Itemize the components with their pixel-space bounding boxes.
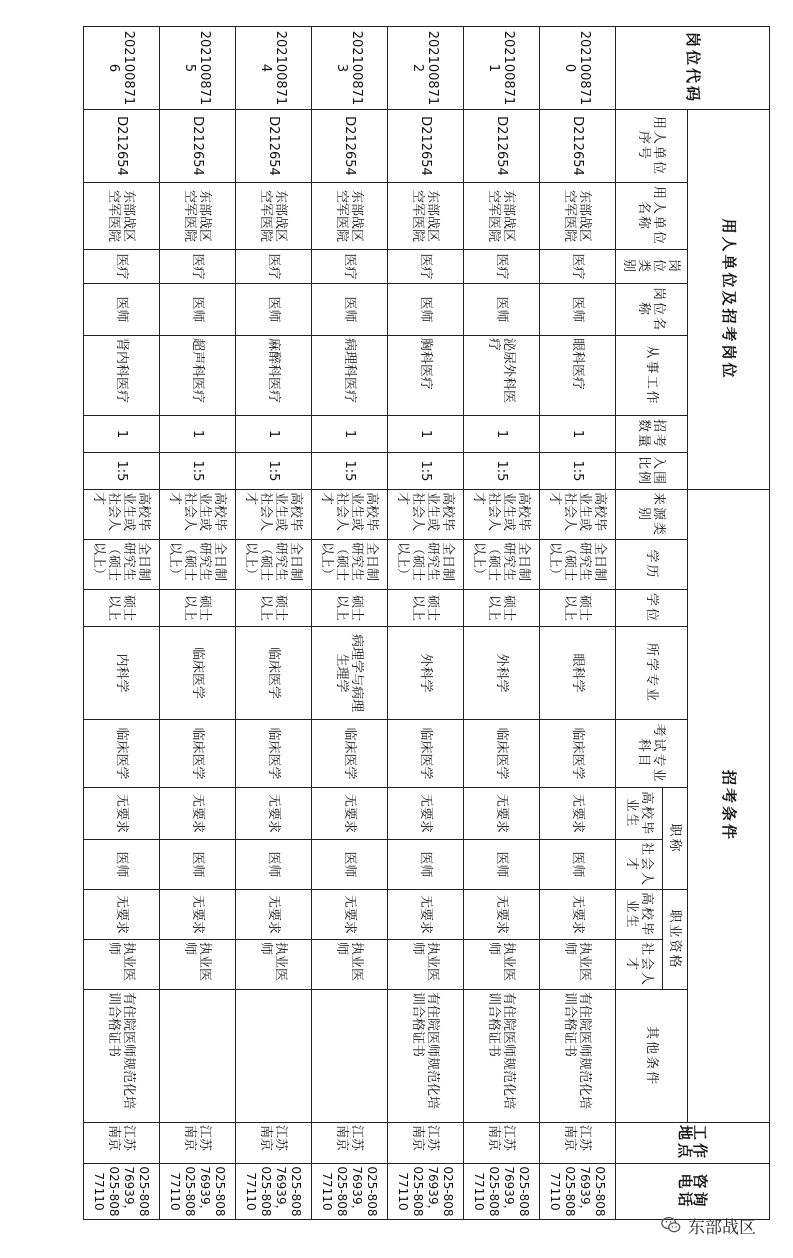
cell-degree: 硕士以上 — [540, 590, 616, 627]
table-body — [84, 27, 770, 1220]
cell-post-type: 医疗 — [236, 250, 312, 284]
cell-major: 内科学 — [84, 627, 160, 720]
cell-exam-major: 临床医学 — [312, 720, 388, 788]
cell-exam-major: 临床医学 — [388, 720, 464, 788]
cell-post-name: 医师 — [388, 284, 464, 336]
cell-exam-major: 临床医学 — [464, 720, 540, 788]
cell-qual-grad: 无要求 — [236, 890, 312, 940]
cell-qual-social: 执业医师 — [84, 940, 160, 990]
cell-work: 泌尿外科医疗 — [464, 336, 540, 416]
cell-degree: 硕士以上 — [236, 590, 312, 627]
cell-unit-no: D212654 — [84, 110, 160, 183]
cell-phone: 025-80876939，025-80877110 — [160, 1164, 236, 1220]
cell-post-name: 医师 — [160, 284, 236, 336]
cell-title-social: 医师 — [312, 840, 388, 890]
cell-qual-social: 执业医师 — [388, 940, 464, 990]
cell-qual-social: 执业医师 — [312, 940, 388, 990]
cell-other — [312, 990, 388, 1123]
cell-ratio: 1:5 — [540, 453, 616, 490]
cell-location: 江苏南京 — [464, 1123, 540, 1164]
cell-other — [160, 990, 236, 1123]
cell-post-type: 医疗 — [160, 250, 236, 284]
cell-unit-no: D212654 — [312, 110, 388, 183]
wechat-icon — [660, 1214, 682, 1236]
cell-title-social: 医师 — [388, 840, 464, 890]
cell-major: 眼科学 — [540, 627, 616, 720]
cell-post-code: 2021008710 — [540, 27, 616, 110]
cell-post-type: 医疗 — [540, 250, 616, 284]
cell-location: 江苏南京 — [540, 1123, 616, 1164]
cell-education: 全日制研究生（硕士以上） — [84, 540, 160, 590]
cell-exam-major: 临床医学 — [540, 720, 616, 788]
cell-ratio: 1:5 — [464, 453, 540, 490]
table-row — [464, 27, 540, 1220]
cell-post-name: 医师 — [236, 284, 312, 336]
cell-unit-name: 东部战区空军医院 — [160, 183, 236, 250]
cell-location: 江苏南京 — [236, 1123, 312, 1164]
cell-unit-no: D212654 — [236, 110, 312, 183]
cell-post-code: 2021008715 — [160, 27, 236, 110]
cell-work: 病理科医疗 — [312, 336, 388, 416]
cell-title-social: 医师 — [160, 840, 236, 890]
watermark-text: 东部战区 — [688, 1217, 756, 1238]
header-exam-major: 考试专业科目 — [616, 720, 688, 788]
cell-post-type: 医疗 — [464, 250, 540, 284]
header-education: 学历 — [616, 540, 688, 590]
cell-work: 眼科医疗 — [540, 336, 616, 416]
header-degree: 学位 — [616, 590, 688, 627]
cell-unit-no: D212654 — [388, 110, 464, 183]
header-title-grad: 高校毕业生 — [616, 788, 663, 840]
cell-education: 全日制研究生（硕士以上） — [160, 540, 236, 590]
cell-ratio: 1:5 — [312, 453, 388, 490]
cell-unit-name: 东部战区空军医院 — [84, 183, 160, 250]
table-row — [236, 27, 312, 1220]
cell-ratio: 1:5 — [84, 453, 160, 490]
cell-unit-no: D212654 — [160, 110, 236, 183]
cell-qual-grad: 无要求 — [464, 890, 540, 940]
cell-major: 外科学 — [388, 627, 464, 720]
header-major: 所学专业 — [616, 627, 688, 720]
cell-title-grad: 无要求 — [388, 788, 464, 840]
cell-major: 临床医学 — [236, 627, 312, 720]
cell-exam-major: 临床医学 — [160, 720, 236, 788]
cell-title-social: 医师 — [84, 840, 160, 890]
cell-title-social: 医师 — [464, 840, 540, 890]
cell-quota: 1 — [312, 416, 388, 453]
cell-post-name: 医师 — [540, 284, 616, 336]
cell-source: 高校毕业生或社会人才 — [312, 490, 388, 540]
cell-location: 江苏南京 — [84, 1123, 160, 1164]
cell-phone: 025-80876939，025-80877110 — [388, 1164, 464, 1220]
header-post-name: 岗位名称 — [616, 284, 688, 336]
header-source: 来源类别 — [616, 490, 688, 540]
header-row-2 — [663, 27, 688, 1220]
table-row — [388, 27, 464, 1220]
cell-quota: 1 — [388, 416, 464, 453]
cell-qual-grad: 无要求 — [388, 890, 464, 940]
cell-title-social: 医师 — [236, 840, 312, 890]
cell-unit-no: D212654 — [540, 110, 616, 183]
cell-phone: 025-80876939，025-80877110 — [312, 1164, 388, 1220]
header-qual-social: 社会人才 — [616, 940, 663, 990]
cell-phone: 025-80876939，025-80877110 — [236, 1164, 312, 1220]
cell-education: 全日制研究生（硕士以上） — [236, 540, 312, 590]
cell-degree: 硕士以上 — [312, 590, 388, 627]
cell-other: 有住院医师规范化培训合格证书 — [464, 990, 540, 1123]
header-group-title: 职称 — [663, 788, 688, 890]
cell-post-code: 2021008714 — [236, 27, 312, 110]
cell-work: 肾内科医疗 — [84, 336, 160, 416]
cell-post-code: 2021008716 — [84, 27, 160, 110]
cell-unit-no: D212654 — [464, 110, 540, 183]
cell-other: 有住院医师规范化培训合格证书 — [84, 990, 160, 1123]
cell-qual-grad: 无要求 — [84, 890, 160, 940]
header-post-code: 岗位代码 — [616, 27, 770, 110]
header-contact: 咨询电话 — [616, 1164, 770, 1220]
cell-title-grad: 无要求 — [236, 788, 312, 840]
cell-unit-name: 东部战区空军医院 — [540, 183, 616, 250]
cell-quota: 1 — [540, 416, 616, 453]
header-title-social: 社会人才 — [616, 840, 663, 890]
cell-degree: 硕士以上 — [160, 590, 236, 627]
table-row — [160, 27, 236, 1220]
cell-qual-social: 执业医师 — [540, 940, 616, 990]
header-post-type: 岗位类别 — [616, 250, 688, 284]
cell-other: 有住院医师规范化培训合格证书 — [388, 990, 464, 1123]
cell-degree: 硕士以上 — [84, 590, 160, 627]
cell-work: 麻醉科医疗 — [236, 336, 312, 416]
header-group-qualification: 职业资格 — [663, 890, 688, 990]
cell-unit-name: 东部战区空军医院 — [388, 183, 464, 250]
cell-unit-name: 东部战区空军医院 — [236, 183, 312, 250]
cell-qual-grad: 无要求 — [540, 890, 616, 940]
cell-post-code: 2021008712 — [388, 27, 464, 110]
cell-major: 病理学与病理生理学 — [312, 627, 388, 720]
cell-title-grad: 无要求 — [312, 788, 388, 840]
cell-phone: 025-80876939，025-80877110 — [84, 1164, 160, 1220]
header-location: 工作地点 — [616, 1123, 770, 1164]
cell-post-type: 医疗 — [84, 250, 160, 284]
header-row-1 — [688, 27, 770, 1220]
cell-education: 全日制研究生（硕士以上） — [540, 540, 616, 590]
cell-location: 江苏南京 — [160, 1123, 236, 1164]
header-unit-no: 用人单位序号 — [616, 110, 688, 183]
cell-ratio: 1:5 — [388, 453, 464, 490]
cell-quota: 1 — [84, 416, 160, 453]
cell-post-type: 医疗 — [388, 250, 464, 284]
cell-phone: 025-80876939，025-80877110 — [540, 1164, 616, 1220]
cell-ratio: 1:5 — [160, 453, 236, 490]
cell-other: 有住院医师规范化培训合格证书 — [540, 990, 616, 1123]
cell-quota: 1 — [160, 416, 236, 453]
cell-exam-major: 临床医学 — [236, 720, 312, 788]
header-qual-grad: 高校毕业生 — [616, 890, 663, 940]
cell-source: 高校毕业生或社会人才 — [84, 490, 160, 540]
cell-location: 江苏南京 — [312, 1123, 388, 1164]
cell-source: 高校毕业生或社会人才 — [540, 490, 616, 540]
cell-unit-name: 东部战区空军医院 — [464, 183, 540, 250]
table-row — [84, 27, 160, 1220]
header-work: 从事工作 — [616, 336, 688, 416]
cell-title-grad: 无要求 — [540, 788, 616, 840]
cell-post-type: 医疗 — [312, 250, 388, 284]
cell-source: 高校毕业生或社会人才 — [464, 490, 540, 540]
cell-phone: 025-80876939，025-80877110 — [464, 1164, 540, 1220]
cell-post-code: 2021008711 — [464, 27, 540, 110]
table-row — [540, 27, 616, 1220]
cell-qual-social: 执业医师 — [464, 940, 540, 990]
cell-degree: 硕士以上 — [388, 590, 464, 627]
cell-major: 外科学 — [464, 627, 540, 720]
table-row — [312, 27, 388, 1220]
header-other: 其他条件 — [616, 990, 688, 1123]
cell-title-grad: 无要求 — [464, 788, 540, 840]
header-group-conditions: 招考条件 — [688, 490, 770, 1123]
cell-qual-grad: 无要求 — [160, 890, 236, 940]
cell-work: 超声科医疗 — [160, 336, 236, 416]
cell-location: 江苏南京 — [388, 1123, 464, 1164]
cell-post-name: 医师 — [312, 284, 388, 336]
cell-unit-name: 东部战区空军医院 — [312, 183, 388, 250]
cell-education: 全日制研究生（硕士以上） — [312, 540, 388, 590]
cell-source: 高校毕业生或社会人才 — [160, 490, 236, 540]
cell-quota: 1 — [236, 416, 312, 453]
header-group-unit: 用人单位及招考岗位 — [688, 110, 770, 490]
cell-ratio: 1:5 — [236, 453, 312, 490]
watermark — [660, 1210, 785, 1240]
cell-qual-social: 执业医师 — [160, 940, 236, 990]
cell-source: 高校毕业生或社会人才 — [236, 490, 312, 540]
cell-education: 全日制研究生（硕士以上） — [464, 540, 540, 590]
recruitment-table — [83, 26, 770, 1220]
cell-other — [236, 990, 312, 1123]
header-quota: 招考数量 — [616, 416, 688, 453]
cell-qual-social: 执业医师 — [236, 940, 312, 990]
cell-post-name: 医师 — [464, 284, 540, 336]
cell-source: 高校毕业生或社会人才 — [388, 490, 464, 540]
cell-title-social: 医师 — [540, 840, 616, 890]
cell-title-grad: 无要求 — [160, 788, 236, 840]
header-unit-name: 用人单位名称 — [616, 183, 688, 250]
cell-degree: 硕士以上 — [464, 590, 540, 627]
cell-post-code: 2021008713 — [312, 27, 388, 110]
cell-exam-major: 临床医学 — [84, 720, 160, 788]
cell-education: 全日制研究生（硕士以上） — [388, 540, 464, 590]
cell-quota: 1 — [464, 416, 540, 453]
header-ratio: 入围比例 — [616, 453, 688, 490]
cell-title-grad: 无要求 — [84, 788, 160, 840]
cell-work: 胸科医疗 — [388, 336, 464, 416]
cell-post-name: 医师 — [84, 284, 160, 336]
cell-major: 临床医学 — [160, 627, 236, 720]
cell-qual-grad: 无要求 — [312, 890, 388, 940]
